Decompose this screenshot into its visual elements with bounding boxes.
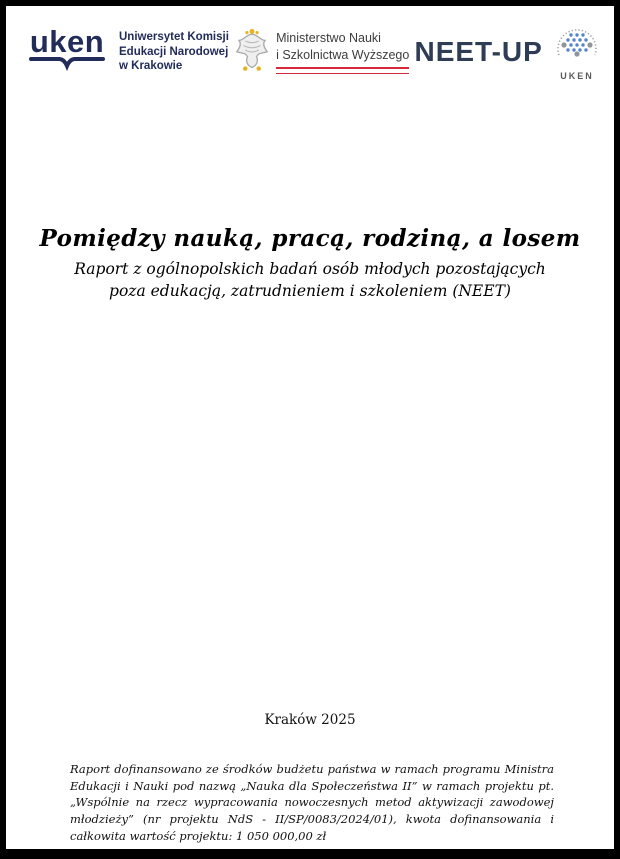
uken-caption	[119, 30, 229, 74]
uken-seal-label: UKEN	[560, 71, 594, 81]
polish-eagle-icon	[234, 27, 270, 78]
neetup-wordmark: NEET-UP	[414, 36, 543, 67]
uken-caption-line: Edukacji Narodowej	[119, 45, 229, 58]
place-and-year: Kraków 2025	[264, 712, 356, 728]
ministry-caption	[276, 30, 409, 63]
uken-wordmark-block	[28, 24, 106, 76]
ministry-caption-line: i Szkolnictwa Wyższego	[276, 47, 410, 62]
uken-seal-icon	[551, 23, 603, 70]
ministry-red-underline	[276, 67, 409, 74]
ministry-logo	[234, 27, 409, 78]
uken-university-logo	[28, 24, 229, 76]
ministry-caption-block	[276, 30, 409, 74]
report-title: Pomiędzy nauką, pracą, rodziną, a losem	[39, 225, 581, 253]
uken-caption-line: Uniwersytet Komisji	[119, 30, 229, 43]
uken-wordmark: uken	[29, 24, 105, 60]
logo-bar	[28, 18, 606, 86]
uken-seal-logo	[548, 23, 606, 81]
report-subtitle: Raport z ogólnopolskich badań osób młodych pozostających poza edukacją, zatrudnieniem i szkoleniem (NEET)	[74, 260, 546, 301]
funding-note: Raport dofinansowano ze środków budżetu państwa w ramach programu Ministra Edukacji i Nauki pod nazwą „Nauka dla Społeczeństwa II” w ramach projektu pt. „Wspólnie na rzecz wypracowania nowoczesnych metod aktywizacji zawodowej młodzieży” (nr projektu NdS - II/SP/0083/2024/01), kwota dofinansowania i całkowita wartość projektu: 1 050 000,00 zł	[70, 762, 554, 843]
neetup-logo	[414, 36, 542, 68]
ministry-caption-line: Ministerstwo Nauki	[276, 31, 381, 46]
open-book-icon	[28, 56, 106, 76]
uken-caption-line: w Krakowie	[119, 60, 183, 73]
